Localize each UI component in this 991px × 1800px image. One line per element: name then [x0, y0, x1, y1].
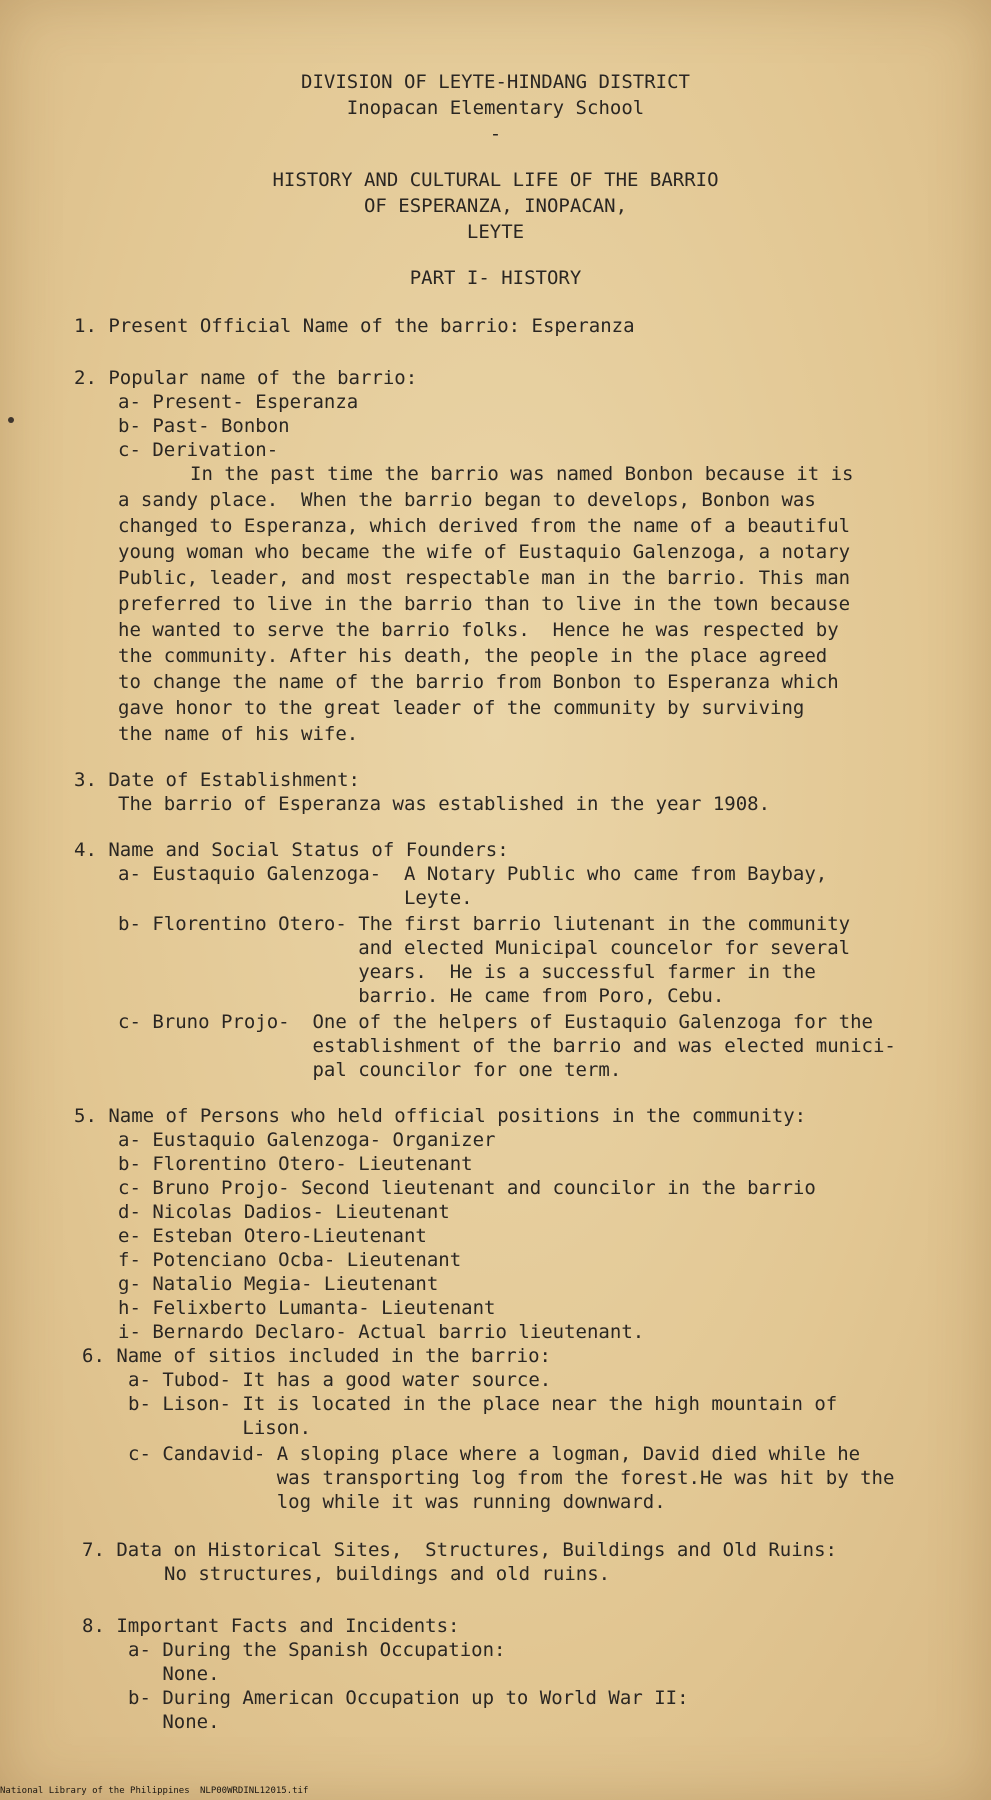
- section-3-text: The barrio of Esperanza was established in the year 1908.: [118, 793, 771, 815]
- part-heading: PART I- HISTORY: [409, 267, 582, 289]
- separator-dash: -: [489, 123, 502, 145]
- section-3-heading: 3. Date of Establishment:: [74, 769, 360, 791]
- sitio-line: log while it was running downward.: [128, 1491, 666, 1513]
- derivation-line: the name of his wife.: [118, 723, 359, 745]
- section-8-heading: 8. Important Facts and Incidents:: [82, 1615, 460, 1637]
- official-line: a- Eustaquio Galenzoga- Organizer: [118, 1129, 496, 1151]
- founder-line: establishment of the barrio and was elected munici-: [118, 1035, 896, 1057]
- section-2-heading: 2. Popular name of the barrio:: [74, 367, 418, 389]
- incident-line: None.: [128, 1711, 220, 1733]
- footer-library: National Library of the Philippines: [0, 1786, 190, 1796]
- section-7-text: No structures, buildings and old ruins.: [164, 1563, 611, 1585]
- founder-line: pal councilor for one term.: [118, 1059, 622, 1081]
- derivation-line: he wanted to serve the barrio folks. Hence he was respected by: [118, 619, 839, 641]
- founder-line: and elected Municipal councelor for several: [118, 937, 851, 959]
- section-7-heading: 7. Data on Historical Sites, Structures, Buildings and Old Ruins:: [82, 1539, 837, 1561]
- division-heading: DIVISION OF LEYTE-HINDANG DISTRICT: [301, 71, 690, 93]
- incident-line: None.: [128, 1663, 220, 1685]
- founder-line: c- Bruno Projo- One of the helpers of Eustaquio Galenzoga for the: [118, 1011, 873, 1033]
- founder-line: Leyte.: [118, 887, 473, 909]
- derivation-line: to change the name of the barrio from Bonbon to Esperanza which: [118, 671, 839, 693]
- sitio-line: b- Lison- It is located in the place near the high mountain of: [128, 1393, 838, 1415]
- title-line-3: LEYTE: [466, 221, 525, 243]
- incident-line: b- During American Occupation up to World War II:: [128, 1687, 689, 1709]
- incident-line: a- During the Spanish Occupation:: [128, 1639, 506, 1661]
- footer-filename: NLP00WRDINL12015.tif: [200, 1786, 309, 1796]
- official-line: h- Felixberto Lumanta- Lieutenant: [118, 1297, 496, 1319]
- sitio-line: a- Tubod- It has a good water source.: [128, 1369, 552, 1391]
- sitio-line: was transporting log from the forest.He was hit by the: [128, 1467, 895, 1489]
- founder-line: barrio. He came from Poro, Cebu.: [118, 985, 725, 1007]
- official-line: c- Bruno Projo- Second lieutenant and councilor in the barrio: [118, 1177, 816, 1199]
- title-line-2: OF ESPERANZA, INOPACAN,: [363, 195, 628, 217]
- official-line: f- Potenciano Ocba- Lieutenant: [118, 1249, 462, 1271]
- section-1: 1. Present Official Name of the barrio: Esperanza: [74, 315, 635, 337]
- sitio-line: Lison.: [128, 1417, 312, 1439]
- section-4-heading: 4. Name and Social Status of Founders:: [74, 839, 509, 861]
- section-2-item-b: b- Past- Bonbon: [118, 415, 290, 437]
- official-line: d- Nicolas Dadios- Lieutenant: [118, 1201, 450, 1223]
- section-2-item-a: a- Present- Esperanza: [118, 391, 359, 413]
- founder-line: years. He is a successful farmer in the: [118, 961, 816, 983]
- official-line: g- Natalio Megia- Lieutenant: [118, 1273, 439, 1295]
- derivation-line: In the past time the barrio was named Bonbon because it is: [190, 463, 854, 485]
- section-6-heading: 6. Name of sitios included in the barrio:: [82, 1345, 551, 1367]
- school-name: Inopacan Elementary School: [346, 97, 645, 119]
- derivation-line: the community. After his death, the people in the place agreed: [118, 645, 828, 667]
- derivation-line: gave honor to the great leader of the community by surviving: [118, 697, 805, 719]
- founder-line: a- Eustaquio Galenzoga- A Notary Public who came from Baybay,: [118, 863, 828, 885]
- derivation-line: Public, leader, and most respectable man in the barrio. This man: [118, 567, 851, 589]
- sitio-line: c- Candavid- A sloping place where a logman, David died while he: [128, 1443, 861, 1465]
- official-line: e- Esteban Otero-Lieutenant: [118, 1225, 427, 1247]
- title-line-1: HISTORY AND CULTURAL LIFE OF THE BARRIO: [272, 169, 719, 191]
- section-2-item-c: c- Derivation-: [118, 439, 279, 461]
- derivation-line: a sandy place. When the barrio began to develops, Bonbon was: [118, 489, 816, 511]
- official-line: i- Bernardo Declaro- Actual barrio lieutenant.: [118, 1321, 645, 1343]
- hole-punch-mark: [8, 417, 14, 423]
- official-line: b- Florentino Otero- Lieutenant: [118, 1153, 473, 1175]
- section-5-heading: 5. Name of Persons who held official positions in the community:: [74, 1105, 807, 1127]
- derivation-line: preferred to live in the barrio than to live in the town because: [118, 593, 851, 615]
- derivation-line: changed to Esperanza, which derived from the name of a beautiful: [118, 515, 851, 537]
- founder-line: b- Florentino Otero- The first barrio liutenant in the community: [118, 913, 851, 935]
- derivation-line: young woman who became the wife of Eustaquio Galenzoga, a notary: [118, 541, 851, 563]
